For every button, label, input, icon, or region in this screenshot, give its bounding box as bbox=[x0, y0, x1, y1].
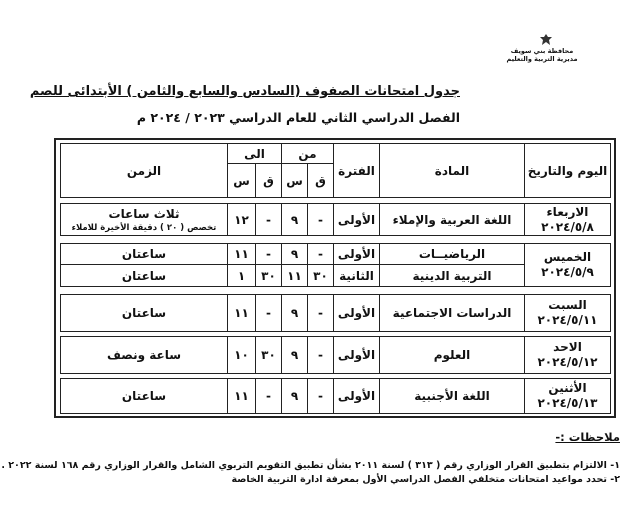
from-hour-cell: ٩ bbox=[282, 337, 308, 374]
to-minute-cell: - bbox=[256, 204, 282, 236]
subject-cell: اللغة العربية والإملاء bbox=[380, 204, 525, 236]
table-header bbox=[60, 143, 611, 198]
header-from: من bbox=[282, 144, 334, 164]
exam-date: ٢٠٢٤/٥/١٢ bbox=[537, 355, 598, 369]
period-cell: الأولى bbox=[334, 204, 380, 236]
period-cell: الأولى bbox=[334, 244, 380, 265]
logo-line-2: مديرية التربية والتعليم bbox=[506, 55, 578, 63]
day-name: الاحد bbox=[553, 340, 582, 354]
table-row bbox=[60, 378, 611, 414]
day-name: الخميس bbox=[543, 250, 592, 264]
to-hour-cell: ١ bbox=[228, 265, 256, 287]
header-to-hour: س bbox=[228, 164, 256, 198]
from-hour-cell: ٩ bbox=[282, 379, 308, 414]
day-name: الأثنين bbox=[548, 381, 587, 395]
duration-cell bbox=[61, 204, 228, 236]
table-row bbox=[60, 336, 611, 374]
header-from-hour: س bbox=[282, 164, 308, 198]
notes-title: ملاحظات :- bbox=[555, 430, 620, 444]
day-date-cell bbox=[525, 204, 611, 236]
eagle-emblem-icon bbox=[540, 34, 552, 45]
header-to: الى bbox=[228, 144, 282, 164]
note-item: ٢- تحدد مواعيد امتحانات متخلفي الفصل الدراسي الأول بمعرفة ادارة التربية الخاصة bbox=[231, 474, 620, 485]
to-minute-cell: - bbox=[256, 244, 282, 265]
logo-line-1: محافظة بني سويف bbox=[510, 47, 574, 55]
subject-cell: اللغة الأجنبية bbox=[380, 379, 525, 414]
from-hour-cell: ١١ bbox=[282, 265, 308, 287]
duration-cell: ساعتان bbox=[61, 295, 228, 332]
to-minute-cell: ٣٠ bbox=[256, 337, 282, 374]
to-hour-cell: ١١ bbox=[228, 244, 256, 265]
header-from-minute: ق bbox=[308, 164, 334, 198]
duration-cell: ساعتان bbox=[61, 379, 228, 414]
day-date-cell bbox=[525, 337, 611, 374]
day-name: الاربعاء bbox=[546, 204, 589, 219]
header-duration: الزمن bbox=[61, 144, 228, 198]
duration-note: تخصص ( ٢٠ ) دقيقة الأخيرة للاملاء bbox=[71, 222, 217, 233]
header-subject: المادة bbox=[380, 144, 525, 198]
header-to-minute: ق bbox=[256, 164, 282, 198]
to-hour-cell: ١٠ bbox=[228, 337, 256, 374]
subject-cell: التربية الدينية bbox=[380, 265, 525, 287]
schedule-subtitle: الفصل الدراسي الثاني للعام الدراسي ٢٠٢٣ / ٢٠٢٤ م bbox=[136, 110, 460, 125]
to-hour-cell: ١١ bbox=[228, 295, 256, 332]
header-period: الفترة bbox=[334, 144, 380, 198]
header-day-date: اليوم والتاريخ bbox=[525, 144, 611, 198]
duration-cell: ساعتان bbox=[61, 265, 228, 287]
from-minute-cell: - bbox=[308, 295, 334, 332]
to-minute-cell: - bbox=[256, 379, 282, 414]
subject-cell: الدراسات الاجتماعية bbox=[380, 295, 525, 332]
day-date-cell bbox=[525, 379, 611, 414]
period-cell: الثانية bbox=[334, 265, 380, 287]
schedule-title: جدول امتحانات الصفوف (السادس والسابع والثامن ) الأبتدائى للصم bbox=[29, 84, 460, 99]
from-hour-cell: ٩ bbox=[282, 204, 308, 236]
from-minute-cell: - bbox=[308, 337, 334, 374]
from-minute-cell: ٣٠ bbox=[308, 265, 334, 287]
duration-cell: ساعتان bbox=[61, 244, 228, 265]
from-minute-cell: - bbox=[308, 379, 334, 414]
ministry-logo bbox=[502, 34, 582, 68]
table-row bbox=[60, 203, 611, 236]
table-row bbox=[60, 243, 611, 287]
to-minute-cell: ٣٠ bbox=[256, 265, 282, 287]
day-name: السبت bbox=[548, 298, 587, 312]
period-cell: الأولى bbox=[334, 295, 380, 332]
to-hour-cell: ١٢ bbox=[228, 204, 256, 236]
subject-cell: الرياضيــات bbox=[380, 244, 525, 265]
subject-cell: العلوم bbox=[380, 337, 525, 374]
table-row bbox=[60, 294, 611, 332]
exam-date: ٢٠٢٤/٥/١١ bbox=[537, 313, 598, 327]
exam-date: ٢٠٢٤/٥/٩ bbox=[541, 265, 594, 279]
to-minute-cell: - bbox=[256, 295, 282, 332]
day-date-cell bbox=[525, 295, 611, 332]
from-minute-cell: - bbox=[308, 204, 334, 236]
period-cell: الأولى bbox=[334, 337, 380, 374]
period-cell: الأولى bbox=[334, 379, 380, 414]
exam-date: ٢٠٢٤/٥/١٣ bbox=[537, 396, 598, 410]
exam-date: ٢٠٢٤/٥/٨ bbox=[541, 219, 594, 234]
to-hour-cell: ١١ bbox=[228, 379, 256, 414]
duration-cell: ساعة ونصف bbox=[61, 337, 228, 374]
note-item: ١- الالتزام بتطبيق القرار الوزاري رقم ( ٣١٣ ) لسنة ٢٠١١ بشأن تطبيق التقويم التربوي الشامل والقرار الوزاري رقم ١٦٨ لسنة ٢٠٢٢ . bbox=[1, 460, 620, 471]
day-date-cell bbox=[525, 244, 611, 287]
from-minute-cell: - bbox=[308, 244, 334, 265]
duration-text: ثلاث ساعات bbox=[108, 206, 180, 221]
from-hour-cell: ٩ bbox=[282, 244, 308, 265]
from-hour-cell: ٩ bbox=[282, 295, 308, 332]
